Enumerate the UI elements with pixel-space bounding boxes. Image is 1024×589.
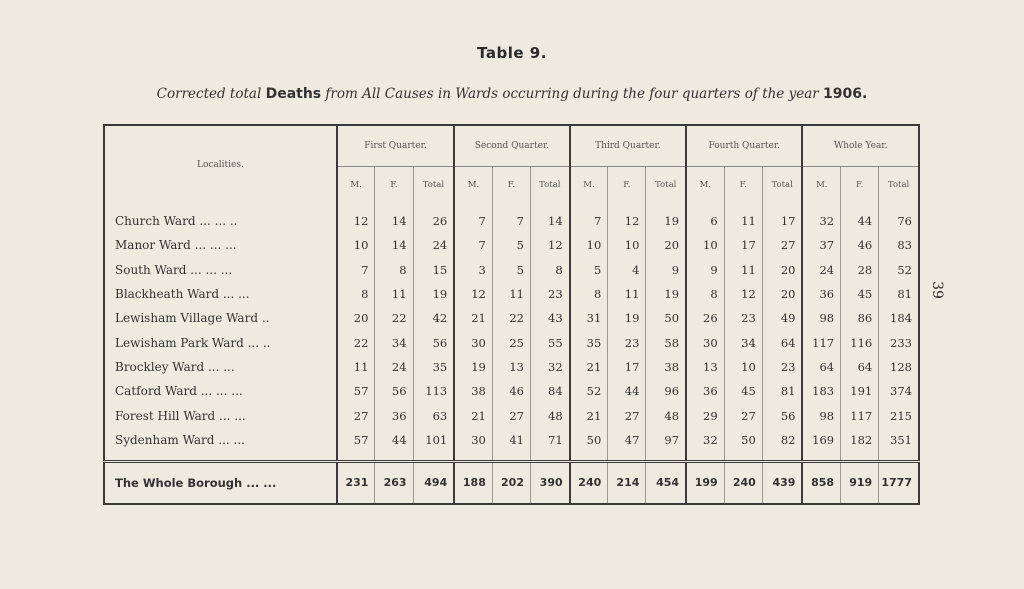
table-cell: 44 (841, 203, 879, 233)
sub-header-f: F. (375, 167, 413, 204)
table-cell: 215 (879, 403, 919, 427)
sub-header-m: M. (802, 167, 840, 204)
sub-header-m: M. (454, 167, 492, 204)
table-cell: 8 (375, 258, 413, 282)
table-cell: 64 (762, 330, 802, 354)
table-row (104, 403, 919, 427)
table-cell: 117 (841, 403, 879, 427)
table-cell: 37 (802, 233, 840, 257)
sub-header-f: F. (724, 167, 762, 204)
table-cell: 191 (841, 379, 879, 403)
table-cell: 17 (724, 233, 762, 257)
table-cell: 24 (802, 258, 840, 282)
table-cell: 44 (608, 379, 646, 403)
table-cell: 184 (879, 306, 919, 330)
table-cell: 83 (879, 233, 919, 257)
table-cell: 19 (646, 282, 686, 306)
table-cell: 374 (879, 379, 919, 403)
table-cell: 7 (454, 233, 492, 257)
table-cell: 45 (841, 282, 879, 306)
table-cell: 32 (802, 203, 840, 233)
locality-name: Lewisham Village Ward .. (104, 306, 337, 330)
table-cell: 21 (570, 403, 608, 427)
locality-name: Sydenham Ward ... ... (104, 428, 337, 452)
locality-name: Brockley Ward ... ... (104, 355, 337, 379)
sub-header-total: Total (879, 167, 919, 204)
spacer-cell (413, 452, 454, 462)
table-cell: 55 (530, 330, 569, 354)
group-header-year: Whole Year. (802, 125, 919, 167)
locality-name: Manor Ward ... ... ... (104, 233, 337, 257)
table-cell: 76 (879, 203, 919, 233)
table-cell: 30 (454, 330, 492, 354)
table-cell: 17 (762, 203, 802, 233)
spacer-cell (337, 452, 375, 462)
table-cell: 48 (530, 403, 569, 427)
table-row (104, 330, 919, 354)
spacer-cell (762, 452, 802, 462)
table-cell: 240 (570, 461, 608, 504)
table-cell: 19 (413, 282, 454, 306)
table-cell: 11 (492, 282, 530, 306)
spacer-cell (608, 452, 646, 462)
table-cell: 41 (492, 428, 530, 452)
table-cell: 11 (608, 282, 646, 306)
table-row (104, 306, 919, 330)
locality-name: South Ward ... ... ... (104, 258, 337, 282)
table-cell: 35 (570, 330, 608, 354)
table-cell: 231 (337, 461, 375, 504)
spacer-cell (530, 452, 569, 462)
table-cell: 36 (375, 403, 413, 427)
table-cell: 96 (646, 379, 686, 403)
caption-text-1: Corrected total (156, 86, 266, 102)
table-cell: 57 (337, 379, 375, 403)
sub-header-total: Total (762, 167, 802, 204)
table-cell: 19 (454, 355, 492, 379)
table-cell: 8 (570, 282, 608, 306)
table-cell: 58 (646, 330, 686, 354)
table-cell: 50 (570, 428, 608, 452)
spacer-cell (570, 452, 608, 462)
table-cell: 6 (686, 203, 724, 233)
table-cell: 439 (762, 461, 802, 504)
table-cell: 25 (492, 330, 530, 354)
table-cell: 38 (454, 379, 492, 403)
table-cell: 351 (879, 428, 919, 452)
table-cell: 84 (530, 379, 569, 403)
table-cell: 21 (570, 355, 608, 379)
table-cell: 23 (724, 306, 762, 330)
sub-header-total: Total (646, 167, 686, 204)
table-cell: 52 (879, 258, 919, 282)
table-row (104, 258, 919, 282)
table-cell: 35 (413, 355, 454, 379)
sub-header-f: F. (492, 167, 530, 204)
group-header-q2: Second Quarter. (454, 125, 569, 167)
group-header-q4: Fourth Quarter. (686, 125, 802, 167)
table-cell: 81 (762, 379, 802, 403)
table-cell: 11 (724, 258, 762, 282)
table-cell: 12 (608, 203, 646, 233)
table-cell: 49 (762, 306, 802, 330)
sub-header-f: F. (841, 167, 879, 204)
deaths-table (103, 124, 920, 505)
table-cell: 98 (802, 306, 840, 330)
table-row (104, 428, 919, 452)
table-cell: 46 (841, 233, 879, 257)
table-cell: 81 (879, 282, 919, 306)
table-cell: 27 (337, 403, 375, 427)
table-cell: 233 (879, 330, 919, 354)
table-cell: 27 (492, 403, 530, 427)
table-cell: 64 (841, 355, 879, 379)
sub-header-m: M. (570, 167, 608, 204)
table-cell: 858 (802, 461, 840, 504)
table-cell: 32 (686, 428, 724, 452)
table-title: Table 9. (477, 44, 547, 62)
table-cell: 19 (646, 203, 686, 233)
table-cell: 14 (530, 203, 569, 233)
spacer-cell (841, 452, 879, 462)
table-cell: 14 (375, 203, 413, 233)
table-cell: 26 (413, 203, 454, 233)
table-cell: 22 (375, 306, 413, 330)
table-cell: 128 (879, 355, 919, 379)
table-cell: 38 (646, 355, 686, 379)
spacer-cell (686, 452, 724, 462)
table-cell: 32 (530, 355, 569, 379)
table-cell: 11 (724, 203, 762, 233)
table-cell: 7 (337, 258, 375, 282)
spacer-cell (724, 452, 762, 462)
table-row (104, 233, 919, 257)
table-cell: 240 (724, 461, 762, 504)
group-header-q1: First Quarter. (337, 125, 454, 167)
table-cell: 22 (337, 330, 375, 354)
caption-text-2: from All Causes in Wards occurring during the four quarters of the year (321, 86, 824, 102)
table-cell: 50 (646, 306, 686, 330)
table-cell: 27 (724, 403, 762, 427)
table-cell: 19 (608, 306, 646, 330)
sub-header-m: M. (337, 167, 375, 204)
table-cell: 63 (413, 403, 454, 427)
table-cell: 27 (762, 233, 802, 257)
sub-header-f: F. (608, 167, 646, 204)
table-cell: 82 (762, 428, 802, 452)
group-header-q3: Third Quarter. (570, 125, 686, 167)
locality-name: Catford Ward ... ... ... (104, 379, 337, 403)
table-cell: 12 (724, 282, 762, 306)
table-cell: 5 (492, 258, 530, 282)
table-cell: 10 (724, 355, 762, 379)
spacer-row (104, 452, 919, 462)
table-cell: 9 (646, 258, 686, 282)
table-cell: 7 (492, 203, 530, 233)
table-cell: 56 (762, 403, 802, 427)
table-cell: 57 (337, 428, 375, 452)
table-cell: 21 (454, 403, 492, 427)
table-cell: 50 (724, 428, 762, 452)
table-cell: 34 (724, 330, 762, 354)
table-cell: 29 (686, 403, 724, 427)
table-cell: 182 (841, 428, 879, 452)
table-cell: 10 (570, 233, 608, 257)
table-cell: 22 (492, 306, 530, 330)
table-caption (0, 86, 1024, 102)
table-cell: 13 (492, 355, 530, 379)
table-cell: 20 (337, 306, 375, 330)
table-row (104, 379, 919, 403)
table-cell: 7 (454, 203, 492, 233)
table-cell: 47 (608, 428, 646, 452)
spacer-cell (879, 452, 919, 462)
table-cell: 263 (375, 461, 413, 504)
table-cell: 86 (841, 306, 879, 330)
table-cell: 13 (686, 355, 724, 379)
table-row (104, 203, 919, 233)
table-cell: 202 (492, 461, 530, 504)
locality-name: Lewisham Park Ward ... .. (104, 330, 337, 354)
table-cell: 1777 (879, 461, 919, 504)
table-cell: 23 (530, 282, 569, 306)
table-cell: 454 (646, 461, 686, 504)
table-cell: 5 (492, 233, 530, 257)
table-cell: 27 (608, 403, 646, 427)
table-cell: 30 (686, 330, 724, 354)
table-cell: 3 (454, 258, 492, 282)
spacer-cell (646, 452, 686, 462)
table-cell: 36 (686, 379, 724, 403)
table-cell: 43 (530, 306, 569, 330)
table-cell: 24 (375, 355, 413, 379)
table-cell: 23 (762, 355, 802, 379)
spacer-cell (802, 452, 840, 462)
locality-name: Church Ward ... ... .. (104, 203, 337, 233)
table-cell: 8 (686, 282, 724, 306)
table-cell: 42 (413, 306, 454, 330)
spacer-cell (104, 452, 337, 462)
table-cell: 14 (375, 233, 413, 257)
table-cell: 9 (686, 258, 724, 282)
locality-name: Blackheath Ward ... ... (104, 282, 337, 306)
table-cell: 183 (802, 379, 840, 403)
table-cell: 214 (608, 461, 646, 504)
table-cell: 20 (762, 282, 802, 306)
table-cell: 11 (375, 282, 413, 306)
table-cell: 5 (570, 258, 608, 282)
table-body (104, 203, 919, 504)
table-cell: 188 (454, 461, 492, 504)
table-cell: 10 (337, 233, 375, 257)
table-cell: 24 (413, 233, 454, 257)
table-cell: 21 (454, 306, 492, 330)
table-cell: 44 (375, 428, 413, 452)
table-cell: 56 (413, 330, 454, 354)
table-cell: 7 (570, 203, 608, 233)
table-cell: 98 (802, 403, 840, 427)
spacer-cell (454, 452, 492, 462)
table-cell: 52 (570, 379, 608, 403)
table-cell: 12 (454, 282, 492, 306)
spacer-cell (492, 452, 530, 462)
table-cell: 117 (802, 330, 840, 354)
table-cell: 20 (762, 258, 802, 282)
table-cell: 919 (841, 461, 879, 504)
table-cell: 113 (413, 379, 454, 403)
table-cell: 97 (646, 428, 686, 452)
table-cell: 4 (608, 258, 646, 282)
table-cell: 169 (802, 428, 840, 452)
sub-header-total: Total (413, 167, 454, 204)
table-cell: 390 (530, 461, 569, 504)
table-cell: 46 (492, 379, 530, 403)
table-row (104, 282, 919, 306)
spacer-cell (375, 452, 413, 462)
table-cell: 34 (375, 330, 413, 354)
table-cell: 48 (646, 403, 686, 427)
table-cell: 56 (375, 379, 413, 403)
total-row (104, 461, 919, 504)
locality-name: The Whole Borough ... ... (104, 461, 337, 504)
table-cell: 101 (413, 428, 454, 452)
table-cell: 116 (841, 330, 879, 354)
sub-header-m: M. (686, 167, 724, 204)
sub-header-total: Total (530, 167, 569, 204)
table-cell: 30 (454, 428, 492, 452)
page-number: 39 (928, 281, 945, 299)
caption-bold-year: 1906. (823, 86, 868, 102)
table-cell: 71 (530, 428, 569, 452)
table-cell: 12 (530, 233, 569, 257)
table-cell: 494 (413, 461, 454, 504)
table-row (104, 355, 919, 379)
table-cell: 23 (608, 330, 646, 354)
table-cell: 8 (530, 258, 569, 282)
table-cell: 31 (570, 306, 608, 330)
table-cell: 28 (841, 258, 879, 282)
table-cell: 12 (337, 203, 375, 233)
table-cell: 10 (608, 233, 646, 257)
localities-header: Localities. (104, 125, 337, 203)
table-cell: 36 (802, 282, 840, 306)
table-cell: 64 (802, 355, 840, 379)
table-cell: 11 (337, 355, 375, 379)
table-cell: 15 (413, 258, 454, 282)
table-cell: 26 (686, 306, 724, 330)
table-cell: 199 (686, 461, 724, 504)
table-cell: 17 (608, 355, 646, 379)
table-cell: 8 (337, 282, 375, 306)
locality-name: Forest Hill Ward ... ... (104, 403, 337, 427)
caption-bold-deaths: Deaths (265, 86, 322, 102)
table-cell: 10 (686, 233, 724, 257)
table-cell: 45 (724, 379, 762, 403)
table-cell: 20 (646, 233, 686, 257)
